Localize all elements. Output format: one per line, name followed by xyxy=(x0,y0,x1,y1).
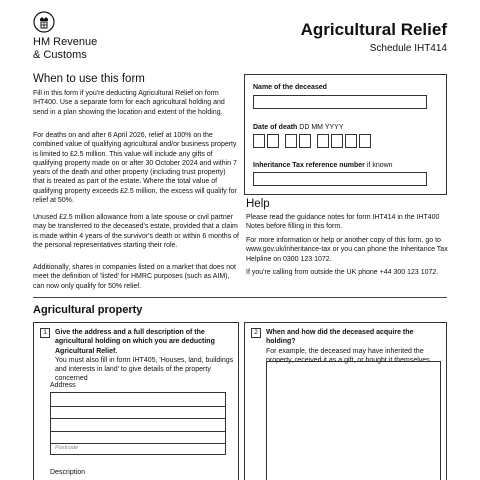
year-digit-box[interactable] xyxy=(331,134,343,148)
date-format-hint: DD MM YYYY xyxy=(299,124,344,131)
deceased-name-label: Name of the deceased xyxy=(253,84,327,91)
when-paragraph: Fill in this form if you're deducting Agricultural Relief on form IHT400. Use a separate form for each agricultural holding and send in a plan showing the location and extent of the holding. xyxy=(33,90,225,116)
org-name-line-1: HM Revenue xyxy=(33,36,98,48)
question-1-panel xyxy=(33,322,239,480)
hmrc-logo xyxy=(33,11,143,61)
schedule-label: Schedule IHT414 xyxy=(369,43,447,54)
iht-reference-label xyxy=(253,161,393,170)
date-of-death-label-text: Date of death xyxy=(253,124,298,131)
question-number-badge: 2 xyxy=(251,328,261,338)
help-heading: Help xyxy=(246,198,270,210)
address-line-divider xyxy=(51,406,225,407)
deceased-name-input[interactable] xyxy=(253,95,427,109)
question-1-help: You must also fill in form IHT405, 'Houses, land, buildings and interests in land' to give details of the property concerned xyxy=(55,356,234,383)
deceased-details-panel xyxy=(244,74,447,195)
when-paragraph: Additionally, shares in companies listed on a market that does not meet the definition of 'listed' for HMRC purposes (such as AIM), can now only qualify for 50% relief. xyxy=(33,264,236,290)
when-paragraph: Unused £2.5 million allowance from a late spouse or civil partner may be transferred to the deceased's estate, provided that a claim is made within 4 years of the survivor's death or within 6 months of the personal representatives starting their role. xyxy=(33,214,239,249)
section-heading: Agricultural property xyxy=(33,304,143,316)
address-line-divider xyxy=(51,418,225,419)
org-name-line-2: & Customs xyxy=(33,49,87,61)
help-paragraph: If you're calling from outside the UK phone +44 300 123 1072. xyxy=(246,269,439,276)
question-number-badge: 1 xyxy=(40,328,50,338)
question-1-prompt: Give the address and a full description of the agricultural holding on which you are deducting Agricultural Relief. xyxy=(55,329,215,355)
postcode-placeholder: Postcode xyxy=(55,445,78,451)
question-2-prompt: When and how did the deceased acquire the holding? xyxy=(266,329,414,346)
royal-coat-of-arms-icon xyxy=(33,11,55,33)
address-input[interactable] xyxy=(50,392,226,455)
form-title: Agricultural Relief xyxy=(300,20,447,39)
day-digit-box[interactable] xyxy=(253,134,265,148)
year-digit-box[interactable] xyxy=(359,134,371,148)
description-label: Description xyxy=(50,469,86,476)
help-paragraph: For more information or help or another copy of this form, go to www.gov.uk/inheritance-tax or you can phone the Inheritance Tax Helpline on 0300 123 1072. xyxy=(246,237,448,263)
question-2-help: For example, the deceased may have inherited the property, received it as a gift, or bought it themselves xyxy=(266,347,430,364)
question-1-text xyxy=(55,328,235,384)
question-2-panel xyxy=(244,322,447,480)
month-digit-box[interactable] xyxy=(299,134,311,148)
acquisition-answer-input[interactable] xyxy=(266,361,441,480)
iht-reference-optional-hint: if known xyxy=(366,162,393,169)
year-digit-box[interactable] xyxy=(345,134,357,148)
date-of-death-label xyxy=(253,123,344,132)
address-label: Address xyxy=(50,382,76,389)
section-divider xyxy=(33,297,447,298)
day-digit-box[interactable] xyxy=(267,134,279,148)
iht-reference-label-text: Inheritance Tax reference number xyxy=(253,162,365,169)
month-digit-box[interactable] xyxy=(285,134,297,148)
year-digit-box[interactable] xyxy=(317,134,329,148)
iht-reference-input[interactable] xyxy=(253,172,427,186)
address-line-divider xyxy=(51,431,225,432)
when-paragraph: For deaths on and after 6 April 2026, relief at 100% on the combined value of qualifying agricultural and/or business property is limited to £2.5 million. This value will include any gifts of qualifying property made on or after 30 October 2024 and within 7 years of the death and other property (including trust property) that is treated as part of the estate. Where the total value of qualifying property exceeds £2.5 million, the excess will qualify for relief at 50%. xyxy=(33,132,237,205)
help-paragraph: Please read the guidance notes for form IHT414 in the IHT400 Notes before filling in this form. xyxy=(246,214,440,231)
question-2-text xyxy=(266,328,442,365)
when-to-use-heading: When to use this form xyxy=(33,73,145,85)
